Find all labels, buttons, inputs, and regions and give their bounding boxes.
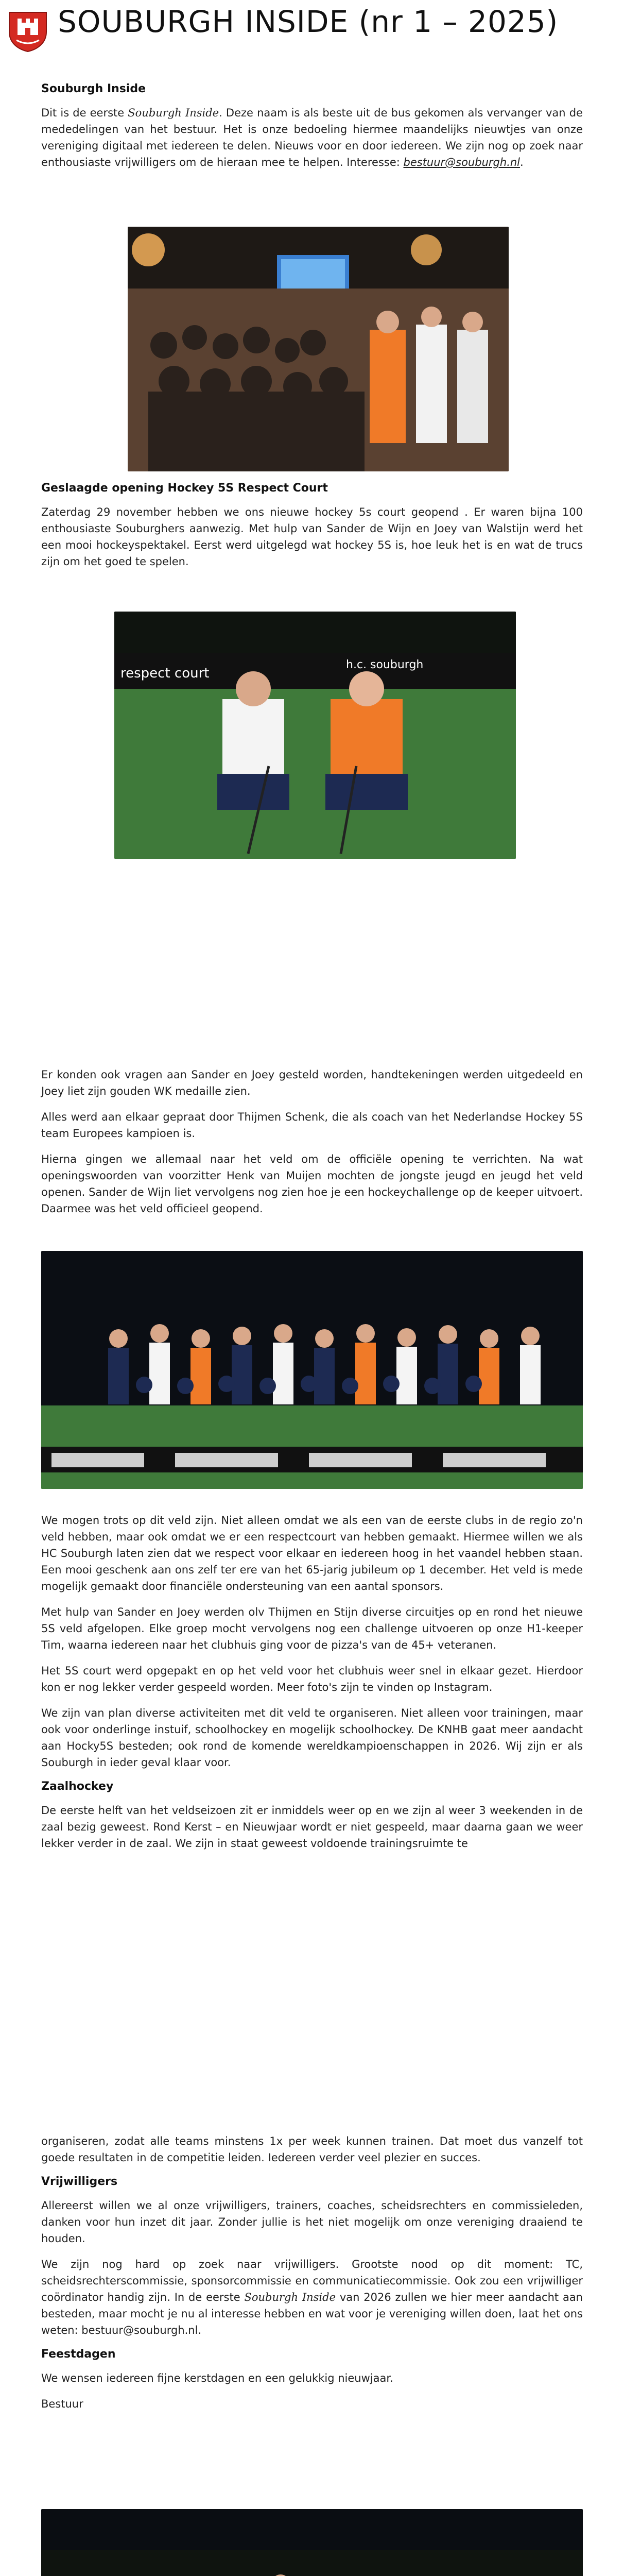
- court-banner-mid: h.c. souburgh: [346, 658, 424, 671]
- newsletter-header: [0, 0, 624, 57]
- vrijwilligers-paragraph-2: [41, 2256, 583, 2338]
- intro-text-mid: . Deze naam is als beste uit de bus gekomen als vervanger van de mededelingen van het bestuur. Het is onze bedoeling hiermee maandelijks nieuwtjes van onze vereniging digitaal met iedereen te delen. Nieuws voor en door iedereen. We zijn nog op zoek naar enthousiaste vrijwilligers om de hieraan mee te helpen. Interesse:: [41, 107, 583, 168]
- zaal-continued-section: [41, 2133, 583, 2421]
- zaal-paragraph-2: organiseren, zodat alle teams minstens 1x per week kunnen trainen. Dat moet dus vanzelf tot goede resultaten in de competitie leiden. Iedereen verder veel plezier en succes.: [41, 2135, 583, 2164]
- opening-continued-section: [41, 1066, 583, 1226]
- opening-paragraph-6: Met hulp van Sander en Joey werden olv Thijmen en Stijn diverse circuitjes op en rond het nieuwe 5S veld afgelopen. Elke groep mocht vervolgens nog een challenge uitvoeren op onze H1-keeper Tim, waarna iedereen naar het clubhuis ging voor de pizza's van de 45+ veteranen.: [41, 1606, 583, 1651]
- opening-paragraph-3: Alles werd aan elkaar gepraat door Thijmen Schenk, die als coach van het Nederlandse Hockey 5S team Europees kampioen is.: [41, 1111, 583, 1140]
- zaal-paragraph-1: De eerste helft van het veldseizoen zit er inmiddels weer op en we zijn al weer 3 weekenden in de zaal bezig geweest. Rond Kerst – en Nieuwjaar wordt er niet gespeeld, maar daarna gaan we weer lekker verder in de zaal. We zijn in staat geweest voldoende trainingsruimte te: [41, 1804, 583, 1850]
- signature: Bestuur: [41, 2398, 83, 2410]
- opening-paragraph-1: Zaterdag 29 november hebben we ons nieuwe hockey 5s court geopend . Er waren bijna 100 enthousiaste Souburghers aanwezig. Met hulp van Sander de Wijn en Joey van Walstijn werd het een mooi hockeyspektakel. Eerst werd uitgelegd wat hockey 5S is, hoe leuk het is en wat de trucs zijn om het goed te spelen.: [41, 506, 583, 568]
- opening-paragraph-2: Er konden ook vragen aan Sander en Joey gesteld worden, handtekeningen werden uitgedeeld en Joey liet zijn gouden WK medaille zien.: [41, 1069, 583, 1097]
- vrijwilligers-text-start: We zijn nog hard op zoek naar vrijwilligers. Grootste nood op dit moment: TC, scheidsrechterscommissie, sponsorcommissie en communicatiecommissie. Ook zou een vrijwilliger coördinator handig zijn. In de eerste: [41, 2258, 583, 2303]
- zaal-heading: Zaalhockey: [41, 1780, 114, 1793]
- intro-text-end: .: [520, 156, 524, 168]
- intro-heading: Souburgh Inside: [41, 82, 146, 95]
- page-title: SOUBURGH INSIDE (nr 1 – 2025): [58, 4, 559, 39]
- court-banner-left: respect court: [120, 666, 210, 681]
- group-photo: [41, 1251, 583, 1489]
- clubhouse-audience-photo: [128, 227, 509, 471]
- intro-text-start: Dit is de eerste: [41, 107, 128, 119]
- opening-paragraph-7: Het 5S court werd opgepakt en op het veld voor het clubhuis weer snel in elkaar gezet. Hierdoor kon er nog lekker verder gespeeld worden. Meer foto's zijn te vinden op Instagram.: [41, 1665, 583, 1693]
- kids-training-photo: [41, 2509, 583, 2576]
- feest-heading: Feestdagen: [41, 2348, 116, 2361]
- opening-paragraph-5: We mogen trots op dit veld zijn. Niet alleen omdat we als een van de eerste clubs in de regio zo'n veld hebben, maar ook omdat we er een respectcourt van hebben gemaakt. Hiermee willen we als HC Souburgh laten zien dat we respect voor elkaar en iedereen hoog in het vaandel hebben staan. Een mooi geschenk aan ons zelf ter ere van het 65-jarig jubileum op 1 december. Het veld is mede mogelijk gemaakt door financiële ondersteuning van een aantal sponsors.: [41, 1514, 583, 1592]
- opening-respect-section: [41, 1512, 583, 1861]
- opening-paragraph-8: We zijn van plan diverse activiteiten met dit veld te organiseren. Niet alleen voor trainingen, maar ook voor onderlinge instuif, schoolhockey en mogelijk schoolhockey. De KNHB gaat meer aandacht aan Hocky5S besteden; ook rond de komende wereldkampioenschappen in 2026. Wij zijn er als Souburgh in ieder geval klaar voor.: [41, 1707, 583, 1769]
- brand-name-2: Souburgh Inside: [244, 2291, 336, 2303]
- intro-paragraph: [41, 105, 583, 171]
- players-photo: [114, 612, 516, 859]
- feest-paragraph: We wensen iedereen fijne kerstdagen en een gelukkig nieuwjaar.: [41, 2372, 393, 2384]
- vrijwilligers-paragraph-1: Allereerst willen we al onze vrijwilligers, trainers, coaches, scheidsrechters en commissieleden, danken voor hun inzet dit jaar. Zonder jullie is het niet mogelijk om onze vereniging draaiend te houden.: [41, 2199, 583, 2245]
- club-crest-icon: [7, 9, 48, 53]
- vrijwilligers-text-end: van 2026 zullen we hier meer aandacht aan besteden, maar mocht je nu al interesse hebben en wat voor je vereniging willen doen, laat het ons weten: bestuur@souburgh.nl.: [41, 2291, 583, 2336]
- brand-name: Souburgh Inside: [128, 107, 219, 119]
- opening-paragraph-4: Hierna gingen we allemaal naar het veld om de officiële opening te verrichten. Na wat openingswoorden van voorzitter Henk van Muijen mochten de jongste jeugd en jeugd het veld openen. Sander de Wijn liet vervolgens nog zien hoe je een hockeychallenge op de keeper uitvoert. Daarmee was het veld officieel geopend.: [41, 1153, 583, 1215]
- opening-section: [41, 482, 583, 579]
- intro-section: [41, 82, 583, 180]
- email-link[interactable]: bestuur@souburgh.nl: [403, 156, 521, 168]
- vrijwilligers-heading: Vrijwilligers: [41, 2175, 118, 2188]
- opening-heading: Geslaagde opening Hockey 5S Respect Court: [41, 482, 328, 495]
